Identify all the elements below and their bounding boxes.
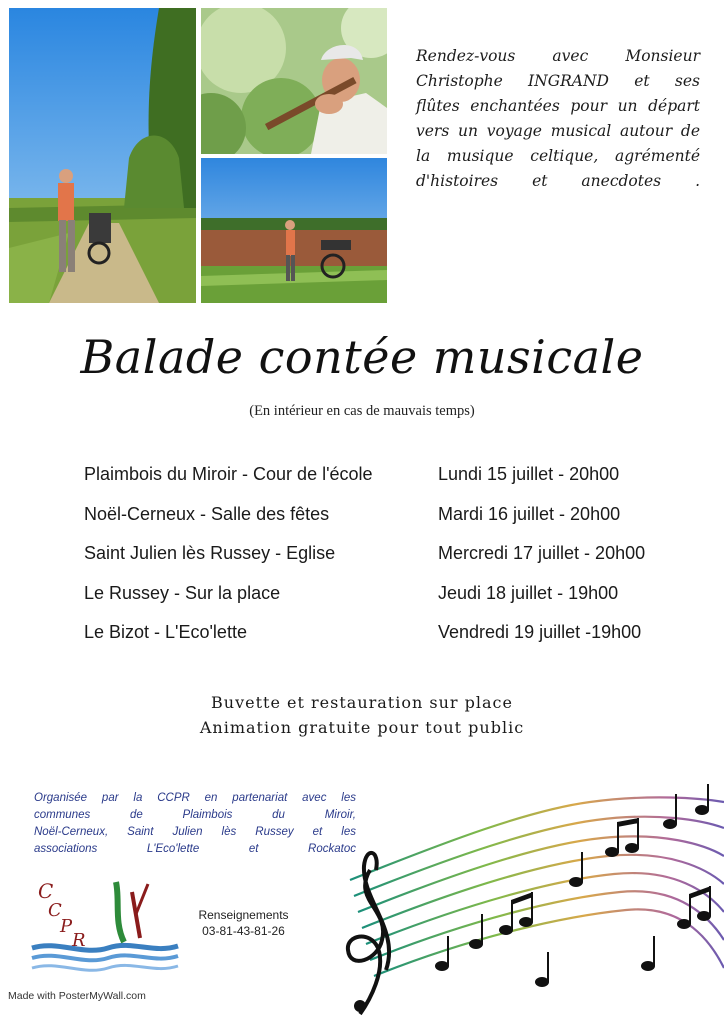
schedule-date: Jeudi 18 juillet - 19h00 xyxy=(438,582,619,603)
schedule-date: Vendredi 19 juillet -19h00 xyxy=(438,622,642,642)
schedule-row xyxy=(84,464,694,504)
intro-line: d'histoires et anecdotes . xyxy=(416,172,700,190)
info-block xyxy=(0,690,724,740)
svg-text:C: C xyxy=(48,900,62,921)
info-free-event: Animation gratuite pour tout public xyxy=(199,718,525,737)
organiser-line: Organisée par la CCPR en partenariat avec les xyxy=(34,792,356,804)
contact-block xyxy=(186,907,301,939)
intro-line: vers un voyage musical autour de xyxy=(416,122,700,140)
schedule-date: Mercredi 17 juillet - 20h00 xyxy=(438,543,646,563)
photo-walker-path xyxy=(9,8,196,303)
svg-text:P: P xyxy=(60,916,73,937)
schedule-place: Le Bizot - L'Eco'lette xyxy=(84,622,247,642)
schedule-row xyxy=(84,504,694,544)
organiser-text xyxy=(34,790,356,858)
intro-text xyxy=(416,44,700,194)
schedule-row xyxy=(84,543,694,583)
contact-phone: 03-81-43-81-26 xyxy=(202,924,285,938)
organiser-line: communes de Plaimbois du Miroir, xyxy=(34,809,356,821)
intro-line: Rendez-vous avec Monsieur xyxy=(416,47,700,65)
schedule-place: Plaimbois du Miroir - Cour de l'école xyxy=(84,464,373,484)
schedule-list xyxy=(84,464,694,662)
schedule-row xyxy=(84,622,694,662)
subtitle: (En intérieur en cas de mauvais temps) xyxy=(249,403,475,419)
schedule-place: Saint Julien lès Russey - Eglise xyxy=(84,543,336,563)
page-title: Balade contée musicale xyxy=(80,330,644,384)
contact-label: Renseignements xyxy=(198,908,289,922)
svg-text:C: C xyxy=(38,879,54,903)
schedule-place: Le Russey - Sur la place xyxy=(84,582,281,603)
info-refreshments: Buvette et restauration sur place xyxy=(211,693,513,712)
organiser-line: associations L'Eco'lette et Rockatoc xyxy=(34,843,356,855)
ccpr-logo xyxy=(28,878,180,980)
schedule-place: Noël-Cerneux - Salle des fêtes xyxy=(84,503,330,524)
intro-line: la musique celtique, agrémenté xyxy=(416,147,700,165)
svg-text:R: R xyxy=(72,930,86,951)
photo-flute-player xyxy=(201,8,387,154)
organiser-line: Noël-Cerneux, Saint Julien lès Russey et les xyxy=(34,826,356,838)
schedule-date: Mardi 16 juillet - 20h00 xyxy=(438,503,621,524)
intro-line: Christophe INGRAND et ses xyxy=(416,72,700,90)
intro-line: flûtes enchantées pour un départ xyxy=(416,97,700,115)
schedule-row xyxy=(84,583,694,623)
music-staff-illustration xyxy=(330,770,724,1020)
footer-credit: Made with PosterMyWall.com xyxy=(8,990,146,1002)
photo-walker-field xyxy=(201,158,387,303)
schedule-date: Lundi 15 juillet - 20h00 xyxy=(438,464,620,484)
